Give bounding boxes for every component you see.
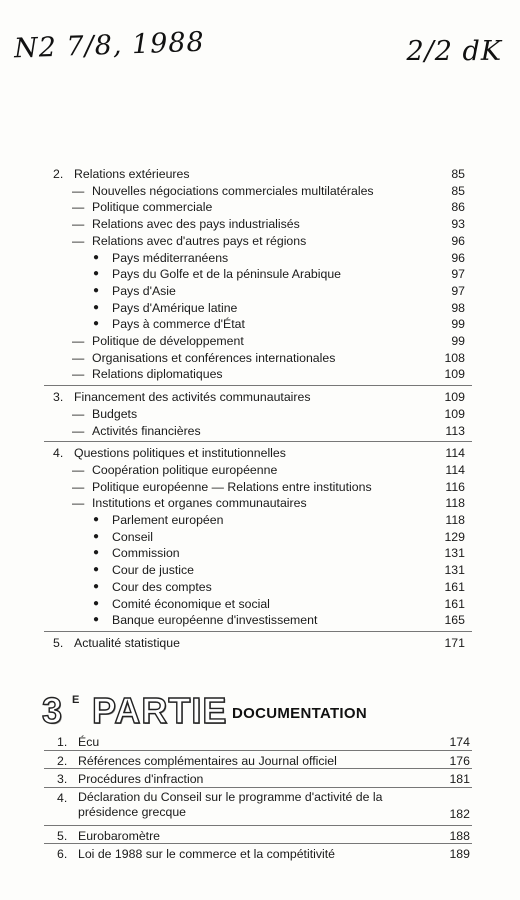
part-number: 3 bbox=[42, 690, 63, 731]
dash-marker: — bbox=[72, 496, 85, 511]
toc-entry bbox=[0, 562, 465, 578]
toc-page-number: 131 bbox=[444, 563, 465, 578]
bullet-icon: ● bbox=[93, 268, 100, 280]
toc-section-number: 2. bbox=[53, 167, 64, 181]
toc-entry-label: Institutions et organes communautaires bbox=[92, 496, 307, 511]
toc-entry-label: Politique commerciale bbox=[92, 200, 213, 215]
documentation-number: 5. bbox=[57, 828, 68, 843]
entry-divider bbox=[44, 787, 472, 788]
toc-page-number: 85 bbox=[451, 167, 465, 181]
toc-entry bbox=[0, 545, 465, 561]
toc-entry bbox=[0, 423, 465, 439]
toc-entry bbox=[0, 250, 465, 266]
toc-entry-label: Pays d'Asie bbox=[112, 283, 176, 298]
documentation-label: Déclaration du Conseil sur le programme d'activité de la présidence grecque bbox=[78, 789, 383, 819]
documentation-page-number: 189 bbox=[449, 847, 470, 861]
toc-entry-label: Financement des activités communautaires bbox=[74, 390, 311, 405]
documentation-page-number: 181 bbox=[449, 772, 470, 786]
toc-page-number: 99 bbox=[451, 334, 465, 348]
dash-marker: — bbox=[72, 217, 85, 232]
bullet-icon: ● bbox=[93, 547, 100, 559]
toc-entry-label: Budgets bbox=[92, 406, 138, 421]
toc-entry-label: Organisations et conférences internationales bbox=[92, 350, 336, 365]
toc-entry bbox=[0, 366, 465, 382]
toc-page-number: 161 bbox=[444, 579, 465, 594]
toc-entry-label: Cour des comptes bbox=[112, 579, 212, 594]
dash-marker: — bbox=[72, 423, 85, 438]
part-number-superscript: E bbox=[72, 694, 80, 706]
toc-page-number: 96 bbox=[451, 250, 465, 265]
dash-marker: — bbox=[72, 479, 85, 494]
toc-page-number: 109 bbox=[444, 406, 465, 421]
toc-page-number: 93 bbox=[451, 217, 465, 232]
toc-entry bbox=[0, 350, 465, 366]
entry-divider bbox=[44, 750, 472, 751]
toc-entry bbox=[0, 389, 465, 405]
dash-marker: — bbox=[72, 350, 85, 365]
toc-entry-label: Relations avec d'autres pays et régions bbox=[92, 233, 307, 248]
toc-page-number: 114 bbox=[445, 446, 465, 461]
toc-entry-label: Banque européenne d'investissement bbox=[112, 613, 318, 628]
entry-divider bbox=[44, 843, 472, 844]
toc-entry bbox=[0, 199, 465, 215]
toc-page-number: 118 bbox=[445, 496, 465, 511]
toc-entry-label: Politique européenne — Relations entre institutions bbox=[92, 479, 372, 494]
handwritten-page-note: 2/2 dK bbox=[406, 36, 502, 67]
entry-divider bbox=[44, 825, 472, 826]
documentation-entry bbox=[0, 790, 470, 822]
toc-page-number: 96 bbox=[451, 233, 465, 248]
toc-entry bbox=[0, 406, 465, 422]
toc-entry bbox=[0, 183, 465, 199]
toc-page-number: 118 bbox=[445, 513, 465, 527]
toc-entry bbox=[0, 462, 465, 478]
toc-entry bbox=[0, 479, 465, 495]
toc-entry-label: Questions politiques et institutionnelles bbox=[74, 446, 286, 461]
part-word: PARTIE bbox=[92, 690, 228, 731]
handwritten-reference-note: N2 7/8, 1988 bbox=[13, 26, 206, 65]
toc-page-number: 113 bbox=[445, 423, 465, 438]
section-divider bbox=[44, 441, 472, 442]
bullet-icon: ● bbox=[93, 251, 100, 263]
toc-entry-label: Relations avec des pays industrialisés bbox=[92, 217, 300, 232]
toc-page-number: 165 bbox=[444, 613, 465, 628]
toc-entry-label: Activités financières bbox=[92, 423, 201, 438]
toc-entry-label: Relations diplomatiques bbox=[92, 367, 223, 382]
toc-entry bbox=[0, 445, 465, 461]
bullet-icon: ● bbox=[93, 597, 100, 609]
toc-page-number: 97 bbox=[451, 267, 465, 282]
documentation-page-number: 182 bbox=[449, 806, 470, 821]
documentation-label: Loi de 1988 sur le commerce et la compétitivité bbox=[78, 847, 335, 861]
dash-marker: — bbox=[72, 462, 85, 477]
section-divider bbox=[44, 385, 472, 386]
entry-divider bbox=[44, 768, 472, 769]
toc-page-number: 97 bbox=[451, 283, 465, 298]
toc-entry bbox=[0, 579, 465, 595]
bullet-icon: ● bbox=[93, 614, 100, 626]
toc-entry bbox=[0, 266, 465, 282]
toc-entry bbox=[0, 529, 465, 545]
documentation-label: Eurobaromètre bbox=[78, 828, 161, 843]
toc-entry bbox=[0, 233, 465, 249]
toc-entry-label: Commission bbox=[112, 546, 180, 561]
toc-entry-label: Pays méditerranéens bbox=[112, 250, 229, 265]
documentation-entry bbox=[0, 771, 470, 787]
toc-entry-label: Pays d'Amérique latine bbox=[112, 300, 238, 315]
documentation-entry bbox=[0, 828, 470, 844]
toc-entry-label: Relations extérieures bbox=[74, 167, 190, 181]
documentation-number: 3. bbox=[57, 772, 68, 786]
toc-entry-label: Pays du Golfe et de la péninsule Arabique bbox=[112, 267, 342, 282]
toc-entry-label: Actualité statistique bbox=[74, 635, 180, 650]
documentation-number: 6. bbox=[57, 847, 68, 861]
toc-page-number: 99 bbox=[451, 317, 465, 332]
toc-entry bbox=[0, 512, 465, 528]
bullet-icon: ● bbox=[93, 284, 100, 296]
toc-page-number: 129 bbox=[444, 529, 465, 544]
dash-marker: — bbox=[72, 233, 85, 248]
bullet-icon: ● bbox=[93, 530, 100, 542]
documentation-number: 1. bbox=[57, 735, 68, 749]
toc-entry bbox=[0, 596, 465, 612]
bullet-icon: ● bbox=[93, 301, 100, 313]
toc-entry bbox=[0, 166, 465, 182]
documentation-entry bbox=[0, 846, 470, 862]
toc-entry bbox=[0, 333, 465, 349]
toc-page-number: 114 bbox=[445, 462, 465, 477]
section-divider bbox=[44, 631, 472, 632]
dash-marker: — bbox=[72, 406, 85, 421]
documentation-page-number: 188 bbox=[449, 828, 470, 843]
toc-entry bbox=[0, 495, 465, 511]
documentation-page-number: 174 bbox=[449, 735, 470, 749]
toc-entry-label: Nouvelles négociations commerciales multilatérales bbox=[92, 183, 374, 198]
toc-page-number: 171 bbox=[444, 635, 465, 650]
dash-marker: — bbox=[72, 183, 85, 198]
toc-entry bbox=[0, 283, 465, 299]
documentation-entry bbox=[0, 734, 470, 750]
toc-entry-label: Politique de développement bbox=[92, 334, 244, 348]
dash-marker: — bbox=[72, 334, 85, 348]
documentation-page-number: 176 bbox=[449, 753, 470, 768]
toc-entry bbox=[0, 612, 465, 628]
documentation-label: Procédures d'infraction bbox=[78, 772, 204, 786]
toc-section-number: 3. bbox=[53, 390, 64, 405]
dash-marker: — bbox=[72, 200, 85, 215]
toc-section-number: 5. bbox=[53, 635, 64, 650]
toc-entry-label: Coopération politique européenne bbox=[92, 462, 278, 477]
toc-section-number: 4. bbox=[53, 446, 64, 461]
part-subtitle: DOCUMENTATION bbox=[232, 705, 367, 722]
bullet-icon: ● bbox=[93, 514, 100, 525]
toc-entry bbox=[0, 316, 465, 332]
toc-entry bbox=[0, 635, 465, 651]
bullet-icon: ● bbox=[93, 318, 100, 330]
toc-entry bbox=[0, 216, 465, 232]
toc-entry-label: Pays à commerce d'État bbox=[112, 317, 245, 332]
toc-page-number: 161 bbox=[444, 596, 465, 611]
dash-marker: — bbox=[72, 367, 85, 382]
toc-entry-label: Conseil bbox=[112, 529, 154, 544]
toc-page-number: 108 bbox=[444, 350, 465, 365]
toc-page-number: 98 bbox=[451, 300, 465, 315]
toc-entry-label: Cour de justice bbox=[112, 563, 195, 578]
documentation-entry bbox=[0, 753, 470, 769]
toc-entry bbox=[0, 300, 465, 316]
toc-page-number: 116 bbox=[445, 479, 465, 494]
toc-entry-label: Parlement européen bbox=[112, 513, 224, 527]
documentation-label: Références complémentaires au Journal officiel bbox=[78, 753, 337, 768]
toc-page-number: 85 bbox=[451, 183, 465, 198]
toc-page-number: 109 bbox=[444, 367, 465, 382]
documentation-label: Écu bbox=[78, 735, 100, 749]
documentation-number: 4. bbox=[57, 790, 68, 805]
toc-entry-label: Comité économique et social bbox=[112, 596, 270, 611]
toc-page-number: 86 bbox=[451, 200, 465, 215]
toc-page-number: 131 bbox=[444, 546, 465, 561]
toc-page-number: 109 bbox=[444, 390, 465, 405]
documentation-number: 2. bbox=[57, 753, 68, 768]
bullet-icon: ● bbox=[93, 580, 100, 592]
bullet-icon: ● bbox=[93, 564, 100, 576]
